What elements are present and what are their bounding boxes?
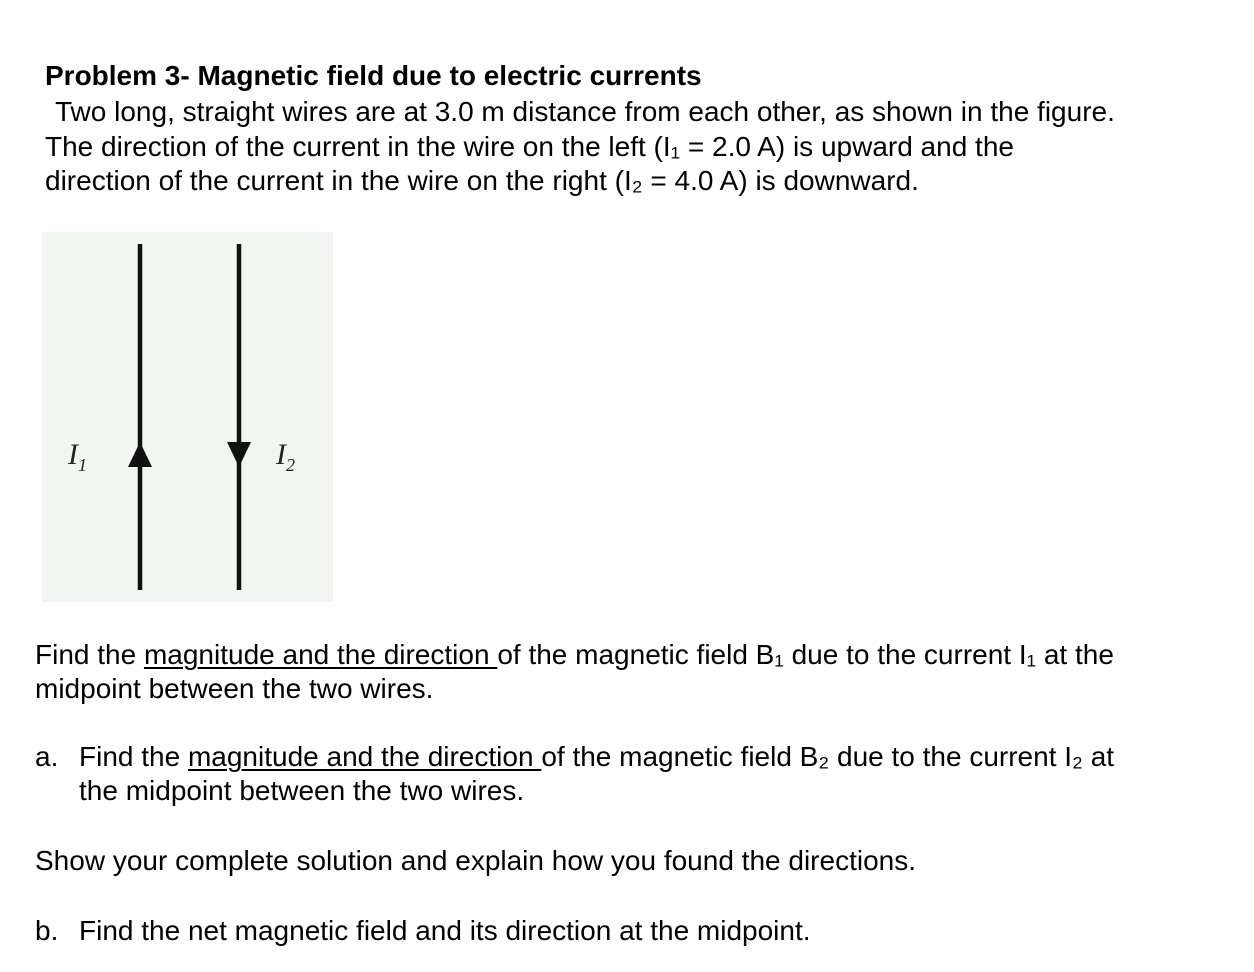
question-a-suffix: of the magnetic field B₂ due to the current I₂ at xyxy=(541,741,1115,772)
wires-figure xyxy=(42,232,333,602)
problem-intro xyxy=(45,95,1115,199)
intro-line-2: The direction of the current in the wire on the left (I₁ = 2.0 A) is upward and the xyxy=(45,130,1014,162)
question-a-line-2: the midpoint between the two wires. xyxy=(79,775,525,806)
question-b xyxy=(35,914,811,948)
question-a-underlined: magnitude and the direction xyxy=(187,741,542,772)
question-main-underlined: magnitude and the direction xyxy=(143,639,498,670)
question-main-prefix: Find the xyxy=(35,639,144,670)
label-i2 xyxy=(275,438,295,475)
question-main-line-2: midpoint between the two wires. xyxy=(35,673,434,704)
label-i2-sub: 2 xyxy=(286,455,295,475)
problem-title: Problem 3- Magnetic field due to electric currents xyxy=(45,60,702,91)
question-a xyxy=(35,740,1114,808)
question-main-suffix: of the magnetic field B₁ due to the current I₁ at the xyxy=(497,639,1114,670)
question-b-marker: b. xyxy=(35,915,59,946)
question-a-line-1 xyxy=(35,740,1114,774)
question-b-text: Find the net magnetic field and its direction at the midpoint. xyxy=(79,915,811,946)
left-wire-upward-arrow xyxy=(128,442,152,467)
label-i2-base: I xyxy=(276,438,286,471)
intro-line-3: direction of the current in the wire on the right (I₂ = 4.0 A) is downward. xyxy=(45,165,919,196)
label-i1 xyxy=(67,438,87,475)
question-a-marker: a. xyxy=(35,741,59,772)
wires-diagram xyxy=(42,232,333,602)
question-main xyxy=(35,638,1114,706)
label-i1-base: I xyxy=(68,438,78,471)
intro-line-1: Two long, straight wires are at 3.0 m distance from each other, as shown in the figure. xyxy=(55,96,1115,127)
right-wire-downward-arrow xyxy=(227,442,251,467)
label-i1-sub: 1 xyxy=(78,455,87,475)
question-main-line-1 xyxy=(35,638,1114,672)
question-a-prefix: Find the xyxy=(79,741,188,772)
instruction-text: Show your complete solution and explain how you found the directions. xyxy=(35,845,916,876)
